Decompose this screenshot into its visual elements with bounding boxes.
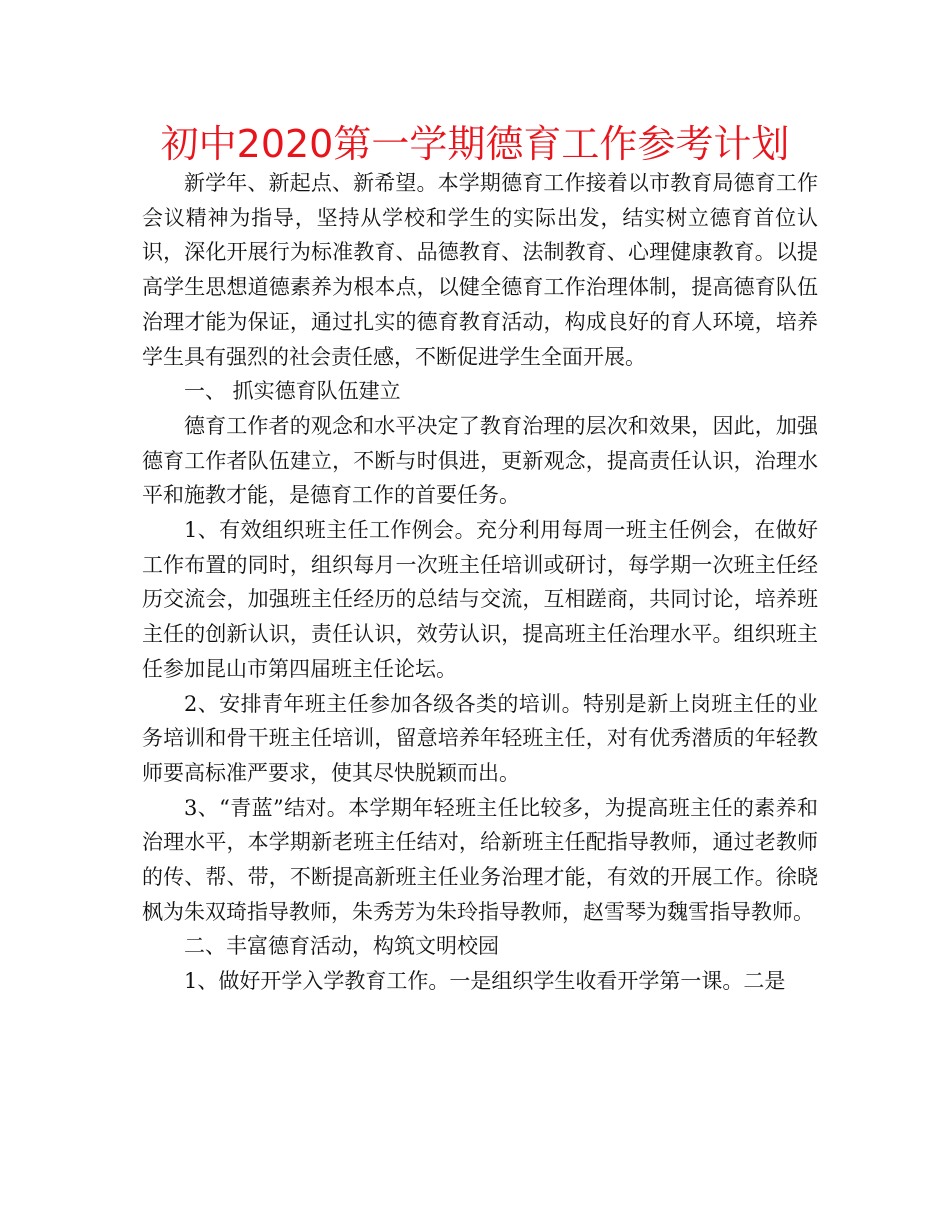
paragraph-item-2: 2、安排青年班主任参加各级各类的培训。特别是新上岗班主任的业务培训和骨干班主任培训，留意培养年轻班主任，对有优秀潜质的年轻教师要高标准严要求，使其尽快脱颖而出。: [142, 691, 818, 785]
paragraph-item-3: 3、“青蓝”结对。本学期年轻班主任比较多，为提高班主任的素养和治理水平，本学期新老班主任结对，给新班主任配指导教师，通过老教师的传、帮、带，不断提高新班主任业务治理才能，有效的开展工作。徐晓枫为朱双琦指导教师，朱秀芳为朱玲指导教师，赵雪琴为魏雪指导教师。: [142, 795, 818, 924]
paragraph-section-1: 德育工作者的观念和水平决定了教育治理的层次和效果，因此，加强德育工作者队伍建立，不断与时俱进，更新观念，提高责任认识，治理水平和施教才能，是德育工作的首要任务。: [142, 413, 818, 508]
paragraph-intro: 新学年、新起点、新希望。本学期德育工作接着以市教育局德育工作会议精神为指导，坚持从学校和学生的实际出发，结实树立德育首位认识，深化开展行为标准教育、品德教育、法制教育、心理健康教育。以提高学生思想道德素养为根本点，以健全德育工作治理体制，提高德育队伍治理才能为保证，通过扎实的德育教育活动，构成良好的育人环境，培养学生具有强烈的社会责任感，不断促进学生全面开展。: [142, 171, 818, 369]
document-title: 初中2020第一学期德育工作参考计划: [160, 122, 790, 166]
section-heading-2: 二、丰富德育活动，构筑文明校园: [184, 934, 499, 959]
paragraph-section-2-item-1: 1、做好开学入学教育工作。一是组织学生收看开学第一课。二是: [184, 969, 786, 994]
section-heading-1: 一、 抓实德育队伍建立: [184, 379, 401, 404]
paragraph-item-1: 1、有效组织班主任工作例会。充分利用每周一班主任例会，在做好工作布置的同时，组织每月一次班主任培训或研讨，每学期一次班主任经历交流会，加强班主任经历的总结与交流，互相蹉商，共同讨论，培养班主任的创新认识，责任认识，效劳认识，提高班主任治理水平。组织班主任参加昆山市第四届班主任论坛。: [142, 518, 818, 681]
document-body: [142, 166, 818, 999]
